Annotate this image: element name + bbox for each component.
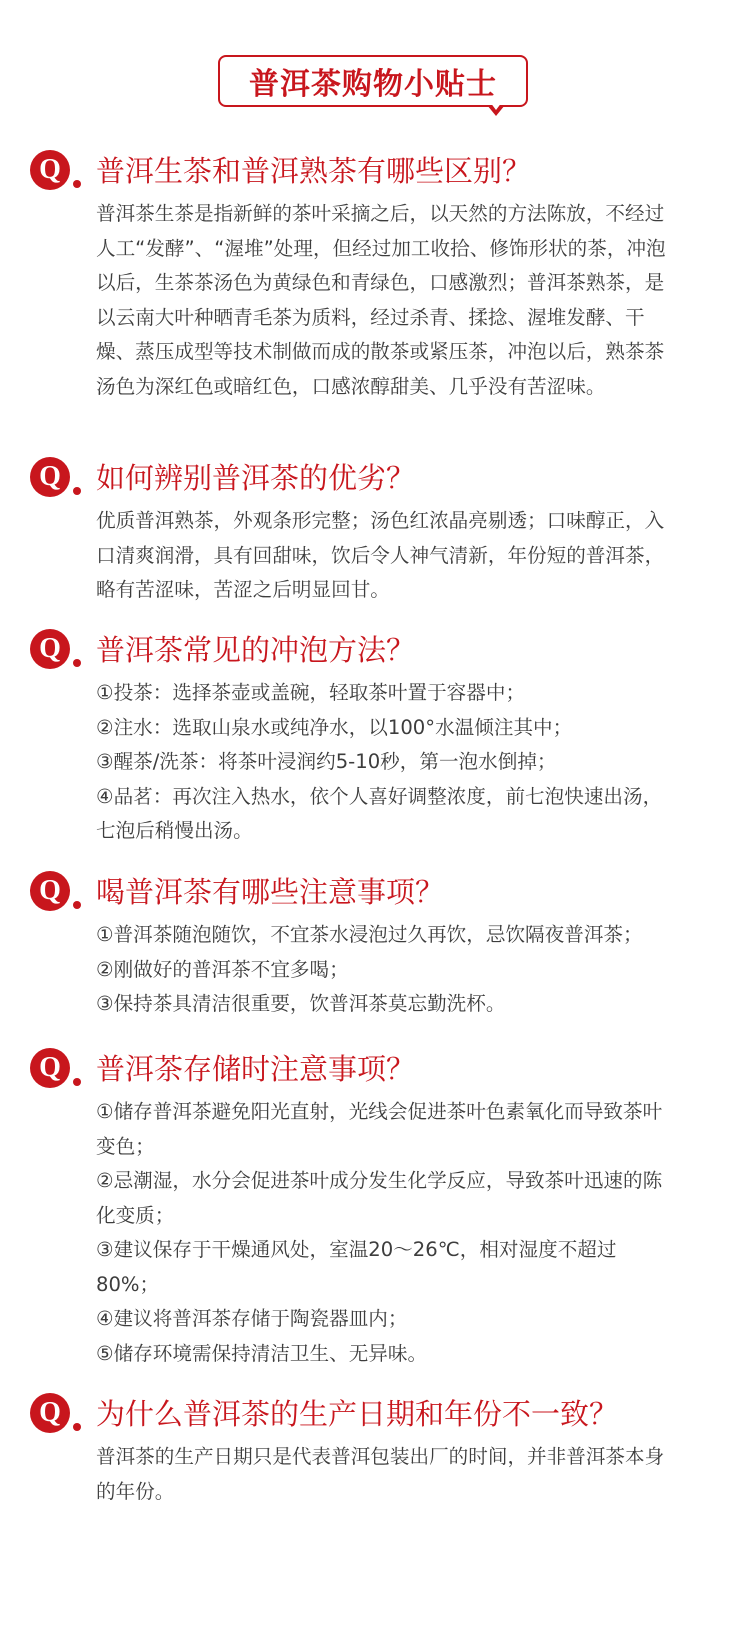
question-text: 喝普洱茶有哪些注意事项？: [96, 875, 445, 909]
question-row: [0, 1048, 750, 1090]
q-badge-icon: Q: [30, 1048, 72, 1090]
faq-item-4: [0, 871, 750, 1015]
header-box: [218, 55, 528, 107]
question-row: [0, 629, 750, 671]
answer-paragraph: 普洱茶生茶是指新鲜的茶叶采摘之后，以天然的方法陈放，不经过人工“发酵”、“渥堆”处理，但经过加工收拾、修饰形状的茶，冲泡以后，生茶茶汤色为黄绿色和青绿色，口感激烈；普洱茶熟茶，是以云南大叶种晒青毛茶为质料，经过杀青、揉捻、渥堆发酵、干燥、蒸压成型等技术制做而成的散茶或紧压茶，冲泡以后，熟茶茶汤色为深红色或暗红色，口感浓醇甜美、几乎没有苦涩味。: [96, 202, 666, 398]
q-badge-icon: Q: [30, 150, 72, 192]
question-row: [0, 457, 750, 499]
faq-item-6: [0, 1393, 750, 1503]
faq-item-3: [0, 629, 750, 842]
answer-text: [96, 197, 676, 404]
answer-item: ②忌潮湿，水分会促进茶叶成分发生化学反应，导致茶叶迅速的陈化变质；: [96, 1169, 663, 1227]
answer-text: [96, 504, 676, 608]
question-text: 为什么普洱茶的生产日期和年份不一致？: [96, 1397, 619, 1431]
question-row: [0, 150, 750, 192]
faq-item-5: [0, 1048, 750, 1365]
question-text: 普洱生茶和普洱熟茶有哪些区别？: [96, 154, 532, 188]
answer-item: ④品茗：再次注入热水，依个人喜好调整浓度，前七泡快速出汤，七泡后稍慢出汤。: [96, 784, 663, 842]
answer-item: ③保持茶具清洁很重要，饮普洱茶莫忘勤洗杯。: [96, 992, 506, 1015]
q-badge-icon: Q: [30, 1393, 72, 1435]
answer-item: ①普洱茶随泡随饮，不宜茶水浸泡过久再饮，忌饮隔夜普洱茶；: [96, 923, 643, 946]
answer-item: ②刚做好的普洱茶不宜多喝；: [96, 957, 349, 981]
question-text: 普洱茶常见的冲泡方法？: [96, 633, 416, 667]
faq-item-1: [0, 150, 750, 398]
q-badge-icon: Q: [30, 629, 72, 671]
page-title: 普洱茶购物小贴士: [249, 67, 497, 102]
answer-item: ④建议将普洱茶存储于陶瓷器皿内；: [96, 1307, 408, 1330]
answer-item: ③建议保存于干燥通风处，室温20～26℃，相对湿度不超过80%；: [96, 1238, 617, 1296]
q-badge-icon: Q: [30, 871, 72, 913]
header-pointer-decoration: [487, 105, 505, 116]
answer-item: ③醒茶/洗茶：将茶叶浸润约5-10秒，第一泡水倒掉；: [96, 750, 557, 773]
faq-item-2: [0, 457, 750, 601]
answer-item: ⑤储存环境需保持清洁卫生、无异味。: [96, 1341, 428, 1365]
answer-list: [96, 918, 676, 1022]
answer-list: [96, 676, 676, 849]
question-row: [0, 871, 750, 913]
question-text: 如何辨别普洱茶的优劣？: [96, 461, 416, 495]
answer-item: ①储存普洱茶避免阳光直射，光线会促进茶叶色素氧化而导致茶叶变色；: [96, 1100, 663, 1158]
answer-paragraph: 优质普洱熟茶，外观条形完整；汤色红浓晶亮剔透；口味醇正，入口清爽润滑，具有回甜味，饮后令人神气清新，年份短的普洱茶，略有苦涩味，苦涩之后明显回甘。: [96, 509, 665, 601]
answer-item: ②注水：选取山泉水或纯净水，以100°水温倾注其中；: [96, 715, 573, 739]
q-badge-icon: Q: [30, 457, 72, 499]
question-row: [0, 1393, 750, 1435]
answer-item: ①投茶：选择茶壶或盖碗，轻取茶叶置于容器中；: [96, 681, 526, 704]
answer-paragraph: 普洱茶的生产日期只是代表普洱包装出厂的时间，并非普洱茶本身的年份。: [96, 1445, 665, 1503]
answer-text: [96, 1440, 676, 1509]
answer-list: [96, 1095, 676, 1371]
question-text: 普洱茶存储时注意事项？: [96, 1052, 416, 1086]
